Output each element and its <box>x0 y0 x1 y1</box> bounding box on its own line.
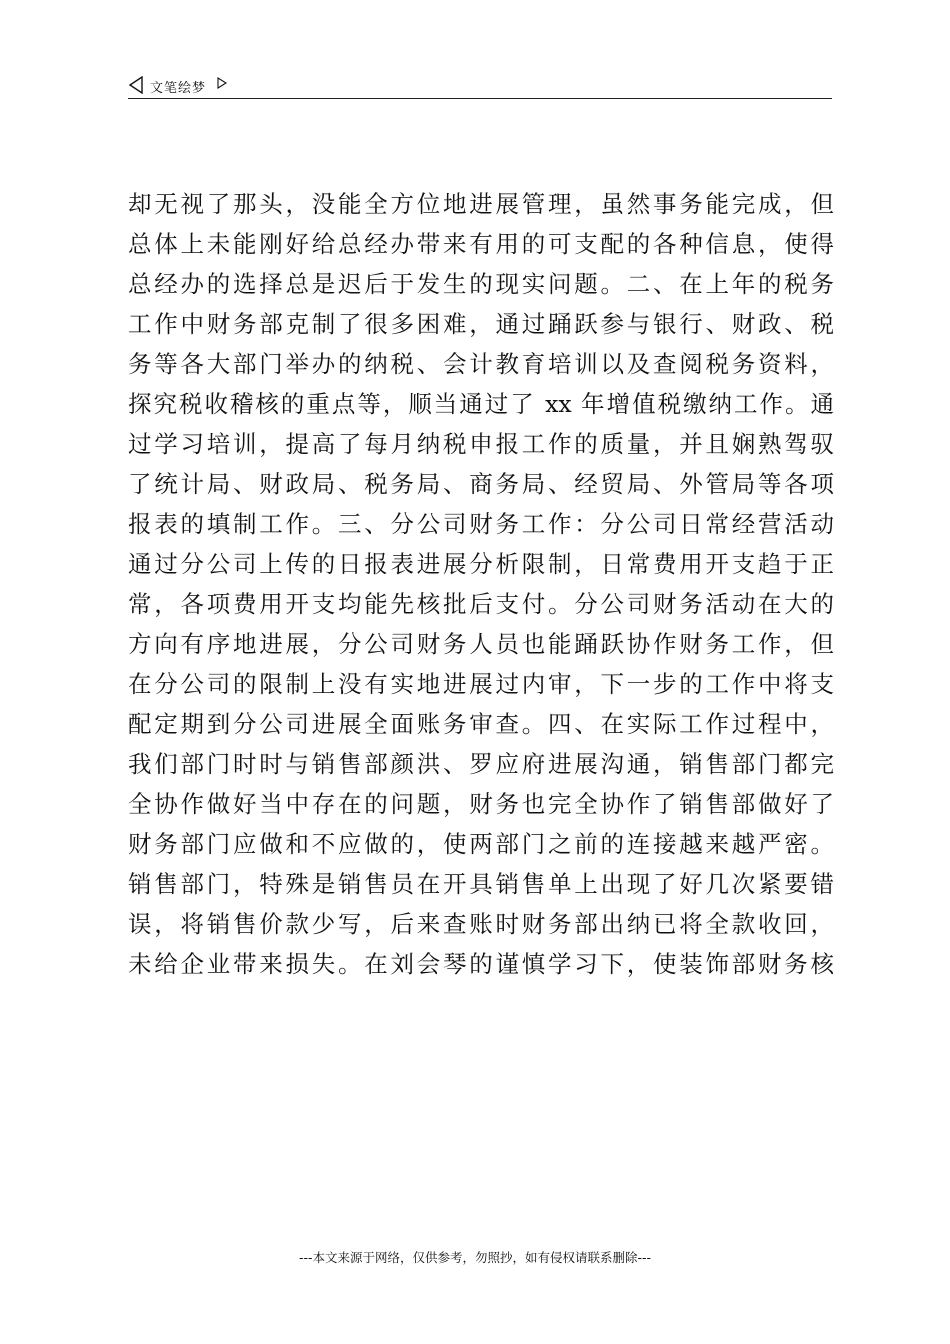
body-line: 了统计局、财政局、税务局、商务局、经贸局、外管局等各项 <box>128 470 834 498</box>
body-line: 报表的填制工作。三、分公司财务工作：分公司日常经营活动 <box>128 510 834 538</box>
body-line: 销售部门，特殊是销售员在开具销售单上出现了好几次紧要错 <box>128 870 834 898</box>
body-line: 却无视了那头，没能全方位地进展管理，虽然事务能完成，但 <box>128 190 834 218</box>
header-title: 文笔绘梦 <box>150 81 207 96</box>
body-line: 工作中财务部克制了很多困难，通过踊跃参与银行、财政、税 <box>128 310 834 338</box>
body-line: 过学习培训，提高了每月纳税申报工作的质量，并且娴熟驾驭 <box>128 430 834 458</box>
body-line: 配定期到分公司进展全面账务审查。四、在实际工作过程中， <box>128 710 834 738</box>
footer-disclaimer: ---本文来源于网络，仅供参考，勿照抄，如有侵权请联系删除--- <box>298 1250 652 1265</box>
page-header <box>128 74 832 99</box>
body-line: 总体上未能刚好给总经办带来有用的可支配的各种信息，使得 <box>128 230 834 258</box>
body-line: 总经办的选择总是迟后于发生的现实问题。二、在上年的税务 <box>128 270 834 298</box>
body-line: 财务部门应做和不应做的，使两部门之前的连接越来越严密。 <box>128 830 834 858</box>
body-line: 务等各大部门举办的纳税、会计教育培训以及查阅税务资料， <box>128 350 834 378</box>
body-line: 未给企业带来损失。在刘会琴的谨慎学习下，使装饰部财务核 <box>128 950 834 978</box>
body-line: 全协作做好当中存在的问题，财务也完全协作了销售部做好了 <box>128 790 834 818</box>
body-line: 通过分公司上传的日报表进展分析限制，日常费用开支趋于正 <box>128 550 834 578</box>
body-line: 误，将销售价款少写，后来查账时财务部出纳已将全款收回， <box>128 910 834 938</box>
body-line: 我们部门时时与销售部颜洪、罗应府进展沟通，销售部门都完 <box>128 750 834 778</box>
body-line: 方向有序地进展，分公司财务人员也能踊跃协作财务工作，但 <box>128 630 834 658</box>
body-line: 常，各项费用开支均能先核批后支付。分公司财务活动在大的 <box>128 590 834 618</box>
document-body <box>128 184 834 984</box>
body-line: 探究税收稽核的重点等，顺当通过了 xx 年增值税缴纳工作。通 <box>128 390 834 418</box>
triangle-left-outline-icon <box>128 76 144 94</box>
triangle-right-outline-icon <box>217 77 227 89</box>
body-line: 在分公司的限制上没有实地进展过内审，下一步的工作中将支 <box>128 670 834 698</box>
